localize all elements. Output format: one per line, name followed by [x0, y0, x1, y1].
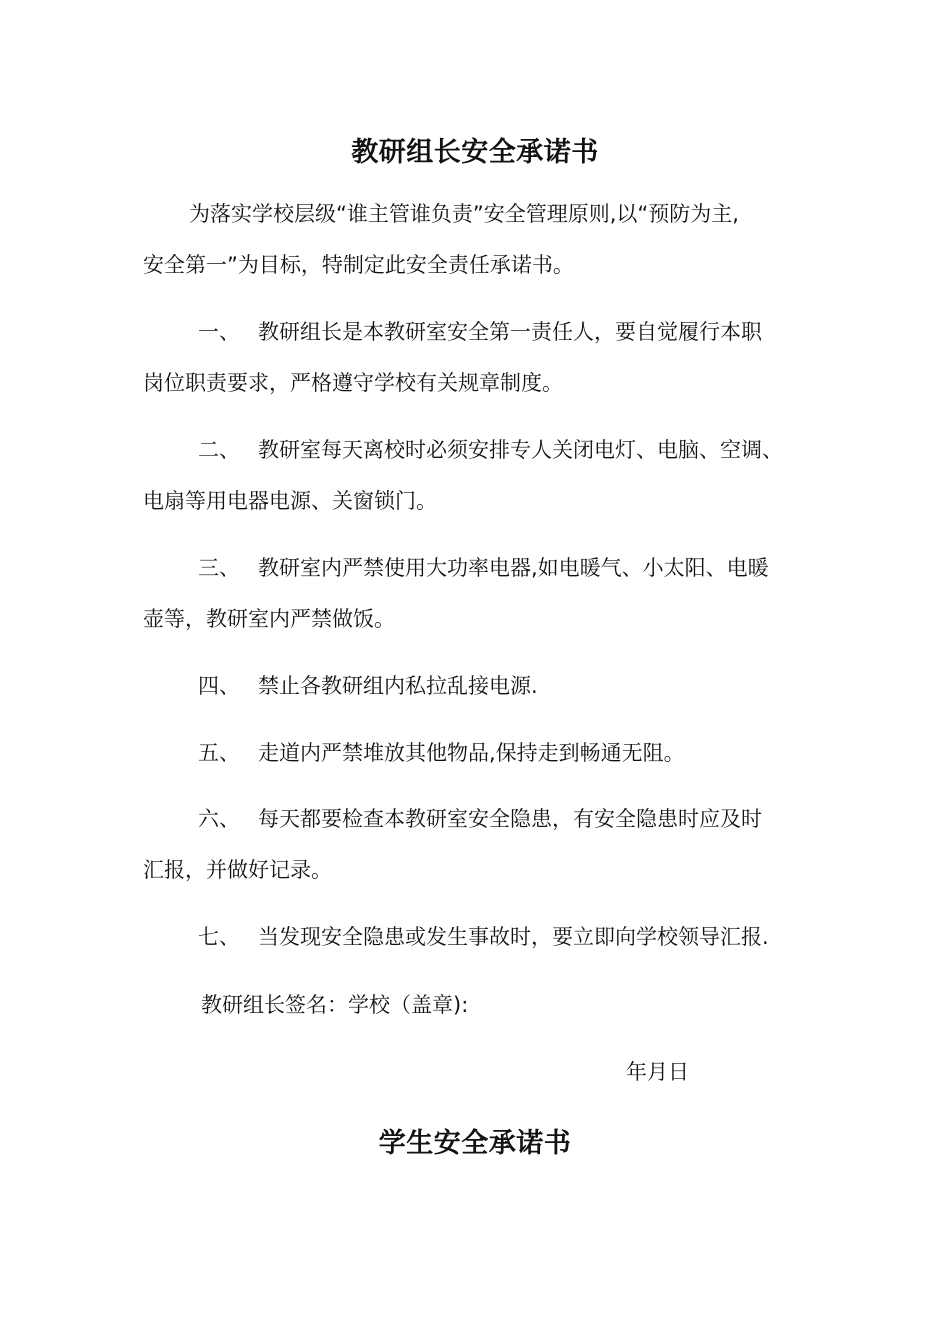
- item-4-line-1: 禁止各教研组内私拉乱接电源.: [258, 674, 538, 698]
- item-6-line-1: 每天都要检查本教研室安全隐患，有安全隐患时应及时: [258, 807, 762, 831]
- item-1-line-2: 岗位职责要求，严格遵守学校有关规章制度。: [143, 371, 563, 395]
- item-number-3: 三、: [198, 556, 240, 580]
- item-number-1: 一、: [198, 320, 240, 344]
- intro-line-1: 为落实学校层级“谁主管谁负责”安全管理原则,以“预防为主,: [189, 202, 739, 226]
- item-7-line-1: 当发现安全隐患或发生事故时，要立即向学校领导汇报.: [258, 925, 769, 949]
- item-3-line-2: 壶等，教研室内严禁做饭。: [143, 607, 395, 631]
- item-2-line-2: 电扇等用电器电源、关窗锁门。: [143, 489, 437, 513]
- item-number-5: 五、: [198, 741, 240, 765]
- date-line: 年月日: [626, 1060, 689, 1084]
- item-1-line-1: 教研组长是本教研室安全第一责任人，要自觉履行本职: [258, 320, 762, 344]
- item-number-6: 六、: [198, 807, 240, 831]
- item-5-line-1: 走道内严禁堆放其他物品,保持走到畅通无阻。: [258, 741, 685, 765]
- intro-line-2: 安全第一”为目标，特制定此安全责任承诺书。: [143, 253, 574, 277]
- item-number-7: 七、: [198, 925, 240, 949]
- second-document-title: 学生安全承诺书: [378, 1128, 572, 1159]
- item-6-line-2: 汇报，并做好记录。: [143, 858, 332, 882]
- signature-line: 教研组长签名：学校（盖章):: [201, 993, 469, 1017]
- item-2-line-1: 教研室每天离校时必须安排专人关闭电灯、电脑、空调、: [258, 438, 783, 462]
- item-3-line-1: 教研室内严禁使用大功率电器,如电暖气、小太阳、电暖: [258, 556, 769, 580]
- item-number-2: 二、: [198, 438, 240, 462]
- item-number-4: 四、: [198, 674, 240, 698]
- document-title: 教研组长安全承诺书: [351, 137, 599, 168]
